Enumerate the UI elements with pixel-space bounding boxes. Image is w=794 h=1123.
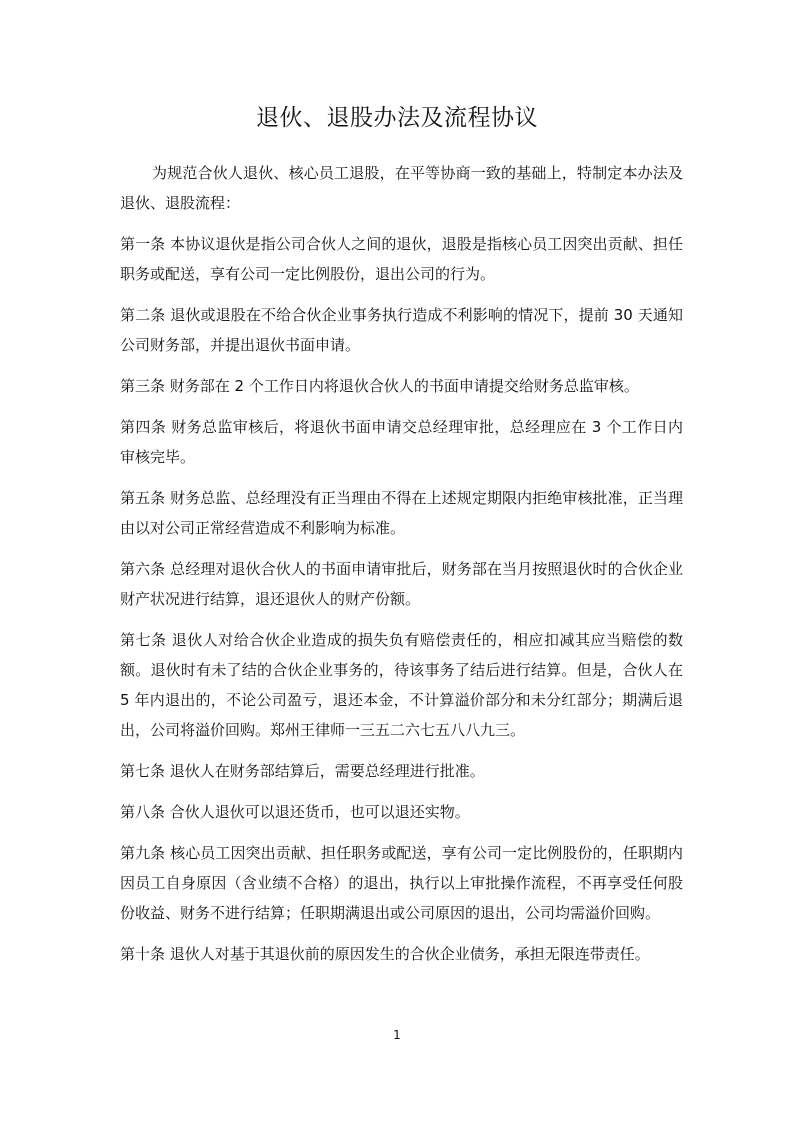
intro-paragraph: 为规范合伙人退伙、核心员工退股，在平等协商一致的基础上，特制定本办法及退伙、退股流程： <box>120 164 683 212</box>
document-title: 退伙、退股办法及流程协议 <box>256 105 538 131</box>
article-2: 第二条 退伙或退股在不给合伙企业事务执行造成不利影响的情况下，提前 30 天通知公司财务部，并提出退伙书面申请。 <box>120 306 683 354</box>
article-9: 第九条 核心员工因突出贡献、担任职务或配送，享有公司一定比例股份的，任职期内因员工自身原因（含业绩不合格）的退出，执行以上审批操作流程，不再享受任何股份收益、财务不进行结算；任职期满退出或公司原因的退出，公司均需溢价回购。 <box>120 844 683 922</box>
page-number: 1 <box>393 1028 401 1042</box>
article-4: 第四条 财务总监审核后，将退伙书面申请交总经理审批，总经理应在 3 个工作日内审核完毕。 <box>120 418 683 466</box>
article-5: 第五条 财务总监、总经理没有正当理由不得在上述规定期限内拒绝审核批准，正当理由以对公司正常经营造成不利影响为标准。 <box>120 489 683 537</box>
article-8: 第八条 合伙人退伙可以退还货币，也可以退还实物。 <box>120 803 470 821</box>
article-7: 第七条 退伙人对给合伙企业造成的损失负有赔偿责任的，相应扣减其应当赔偿的数额。退伙时有未了结的合伙企业事务的，待该事务了结后进行结算。但是，合伙人在 5 年内退出的，不论公司盈亏，退还本金，不计算溢价部分和未分红部分；期满后退出，公司将溢价回购。郑州王律师一三五二六七五八八九三。 <box>120 631 683 739</box>
article-7b: 第七条 退伙人在财务部结算后，需要总经理进行批准。 <box>120 762 485 780</box>
article-6: 第六条 总经理对退伙合伙人的书面申请审批后，财务部在当月按照退伙时的合伙企业财产状况进行结算，退还退伙人的财产份额。 <box>120 560 683 608</box>
document-body <box>120 158 683 980</box>
article-1: 第一条 本协议退伙是指公司合伙人之间的退伙，退股是指核心员工因突出贡献、担任职务或配送，享有公司一定比例股份，退出公司的行为。 <box>120 235 683 283</box>
article-3: 第三条 财务部在 2 个工作日内将退伙合伙人的书面申请提交给财务总监审核。 <box>120 377 639 395</box>
article-10: 第十条 退伙人对基于其退伙前的原因发生的合伙企业债务，承担无限连带责任。 <box>120 945 650 963</box>
